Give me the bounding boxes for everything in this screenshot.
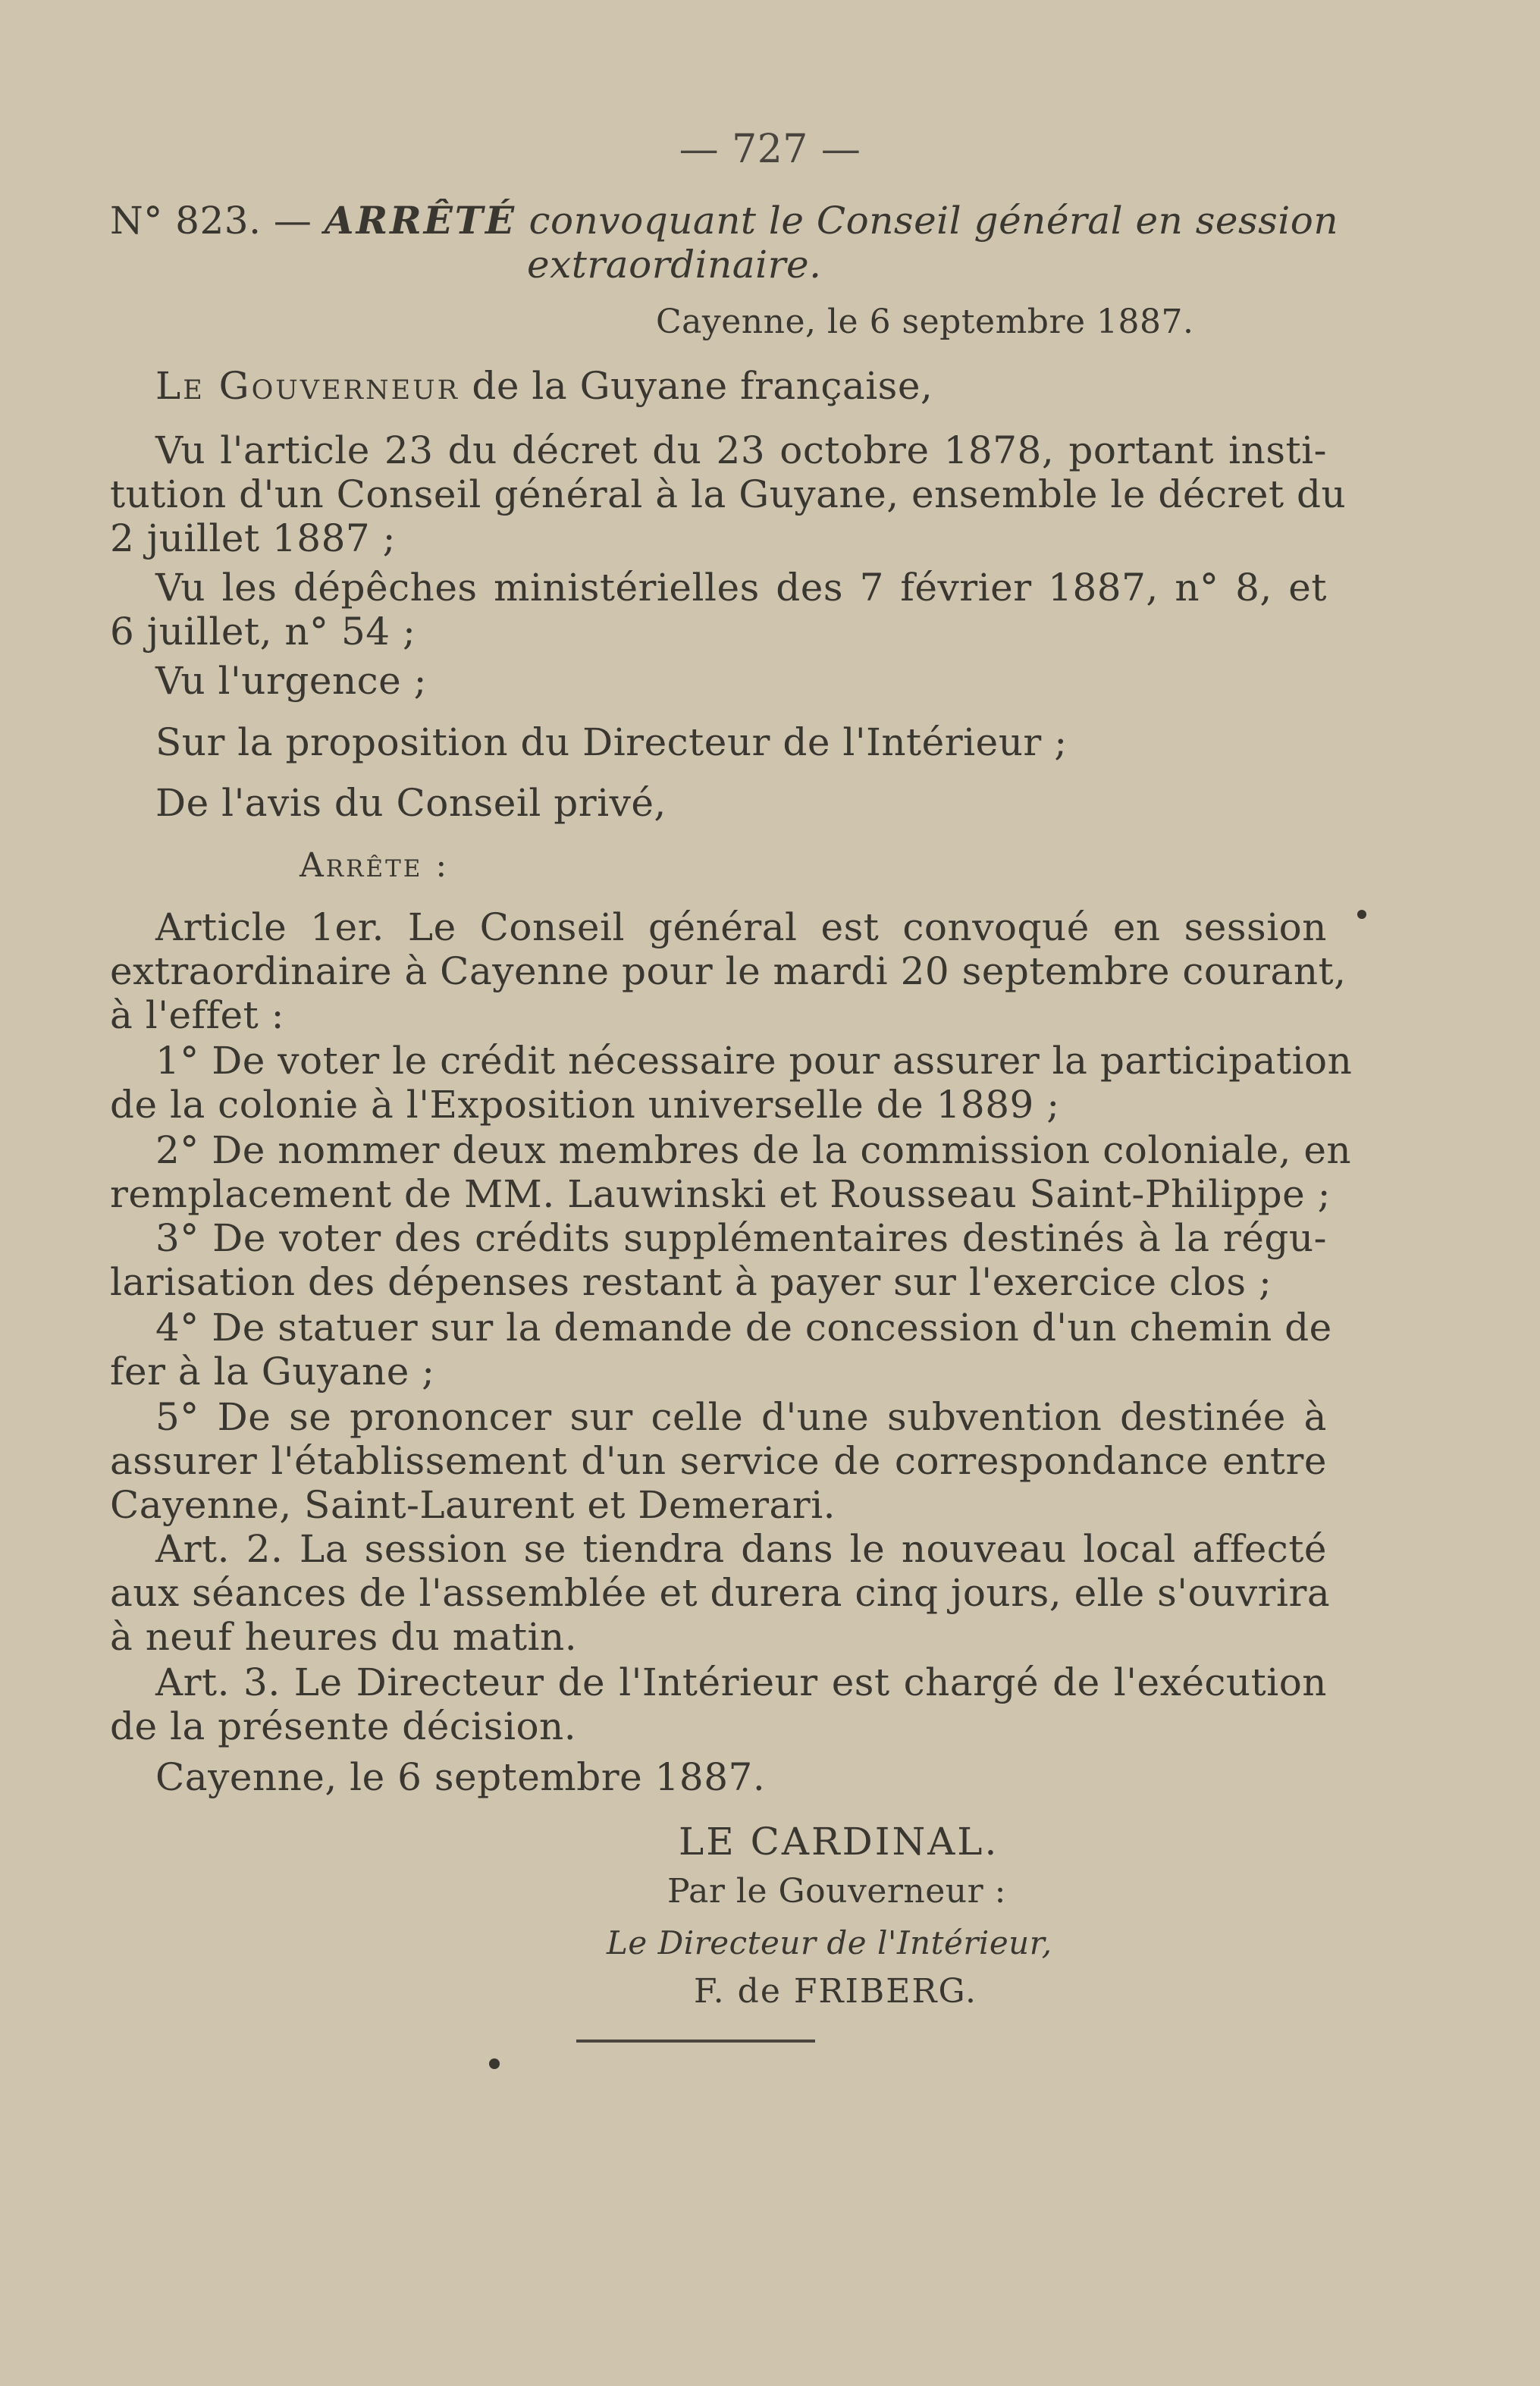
decree-heading (110, 199, 1338, 243)
visa-1-line-3: 2 juillet 1887 ; (110, 516, 396, 560)
visa-5: De l'avis du Conseil privé, (155, 781, 666, 825)
ink-spot (1357, 910, 1366, 919)
arrete-heading: Arrête : (300, 846, 450, 885)
decree-title-line2: extraordinaire. (527, 243, 822, 287)
governor-title: Le Gouverneur (155, 364, 459, 408)
decree-number: N° 823. (110, 199, 262, 243)
ink-spot (489, 2058, 500, 2069)
governor-rest: de la Guyane française, (472, 364, 933, 408)
visa-4: Sur la proposition du Directeur de l'Intérieur ; (155, 720, 1068, 764)
visa-2-line-2: 6 juillet, n° 54 ; (110, 610, 416, 654)
item-2-line-1: 2° De nommer deux membres de la commission coloniale, en (155, 1128, 1352, 1172)
visa-2-line-1: Vu les dépêches ministérielles des 7 février 1887, n° 8, et (155, 566, 1327, 610)
preamble (155, 364, 933, 408)
article-2-line-1: Art. 2. La session se tiendra dans le nouveau local affecté (155, 1527, 1327, 1571)
article-2-line-3: à neuf heures du matin. (110, 1615, 578, 1659)
page-number: — 727 — (679, 127, 861, 172)
signature-by: Par le Gouverneur : (667, 1872, 1006, 1911)
article-1-line-3: à l'effet : (110, 993, 284, 1037)
item-1-line-2: de la colonie à l'Exposition universelle de 1889 ; (110, 1083, 1060, 1127)
item-1-line-1: 1° De voter le crédit nécessaire pour assurer la participation (155, 1039, 1353, 1083)
closing-place-date: Cayenne, le 6 septembre 1887. (155, 1755, 766, 1799)
item-2-line-2: remplacement de MM. Lauwinski et Rousseau Saint-Philippe ; (110, 1172, 1331, 1216)
signature-role: Le Directeur de l'Intérieur, (607, 1924, 1052, 1961)
item-5-line-2: assurer l'établissement d'un service de correspondance entre (110, 1439, 1327, 1483)
item-5-line-3: Cayenne, Saint-Laurent et Demerari. (110, 1483, 836, 1527)
visa-3: Vu l'urgence ; (155, 659, 427, 703)
article-3-line-2: de la présente décision. (110, 1704, 577, 1748)
article-1-line-2: extraordinaire à Cayenne pour le mardi 20 septembre courant, (110, 949, 1347, 993)
signature-signer: F. de FRIBERG. (694, 1972, 978, 2011)
article-2-line-2: aux séances de l'assemblée et durera cinq jours, elle s'ouvrira (110, 1571, 1331, 1615)
article-3-line-1: Art. 3. Le Directeur de l'Intérieur est chargé de l'exécution (155, 1660, 1327, 1704)
heading-dash: — (273, 199, 312, 243)
item-4-line-1: 4° De statuer sur la demande de concession d'un chemin de (155, 1306, 1332, 1350)
decree-title-bold: ARRÊTÉ (324, 198, 517, 243)
visa-1-line-1: Vu l'article 23 du décret du 23 octobre 1878, portant insti- (155, 428, 1327, 472)
item-3-line-1: 3° De voter des crédits supplémentaires destinés à la régu- (155, 1216, 1327, 1260)
item-3-line-2: larisation des dépenses restant à payer sur l'exercice clos ; (110, 1260, 1272, 1304)
place-date: Cayenne, le 6 septembre 1887. (656, 303, 1194, 341)
article-1-line-1: Article 1er. Le Conseil général est convoqué en session (155, 905, 1327, 949)
visa-1-line-2: tution d'un Conseil général à la Guyane, ensemble le décret du (110, 472, 1347, 516)
decree-title: convoquant le Conseil général en session (528, 199, 1339, 243)
item-4-line-2: fer à la Guyane ; (110, 1350, 435, 1394)
item-5-line-1: 5° De se prononcer sur celle d'une subvention destinée à (155, 1395, 1327, 1439)
closing-rule (576, 2040, 815, 2043)
signature-name: LE CARDINAL. (679, 1820, 999, 1864)
